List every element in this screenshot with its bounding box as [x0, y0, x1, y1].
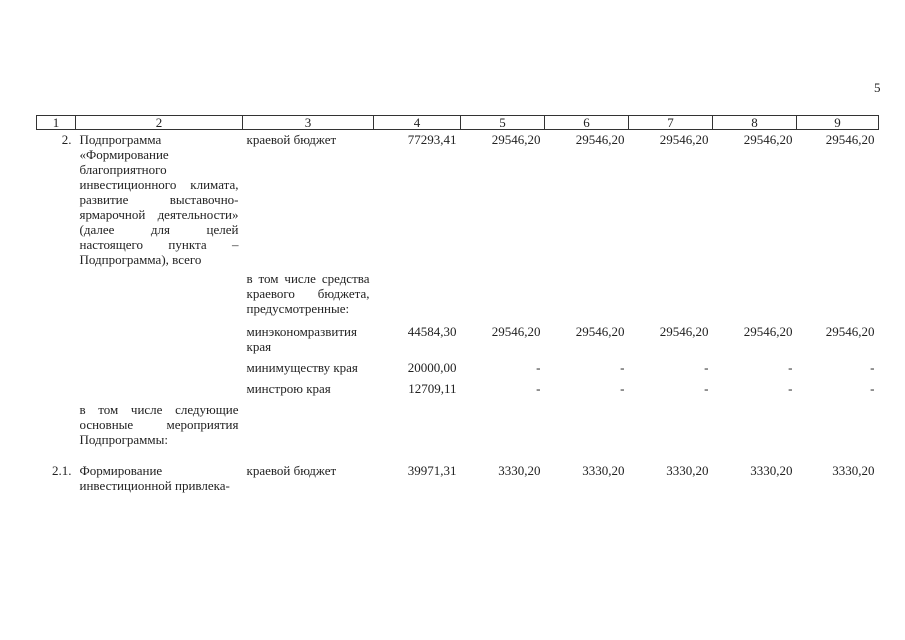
- row-source: в том числе средства краевого бюджета, предусмотренные:: [246, 271, 370, 316]
- value-cell: 3330,20: [832, 463, 875, 478]
- value-cell: -: [870, 381, 875, 396]
- value-cell: -: [704, 381, 709, 396]
- value-cell: 29546,20: [575, 132, 625, 147]
- row-name: Формирование инвестиционной привлека-: [79, 463, 230, 493]
- value-cell: [797, 402, 879, 455]
- value-cell: 3330,20: [582, 463, 625, 478]
- table-row: [37, 381, 879, 402]
- row-name: [76, 360, 243, 381]
- column-header: 6: [545, 116, 629, 130]
- value-cell: 29546,20: [743, 132, 793, 147]
- value-cell: [374, 271, 461, 324]
- value-cell: 12709,11: [408, 381, 457, 396]
- value-cell: -: [536, 381, 541, 396]
- value-cell: [797, 271, 879, 324]
- value-cell: -: [870, 360, 875, 375]
- row-number: [37, 402, 76, 455]
- row-name: [76, 271, 243, 324]
- table-row: [37, 271, 879, 324]
- row-source: минимуществу края: [246, 360, 358, 375]
- value-cell: -: [788, 381, 793, 396]
- value-cell: [713, 271, 797, 324]
- value-cell: -: [788, 360, 793, 375]
- row-name: в том числе следующие основные мероприятия Подпрограммы:: [79, 402, 239, 447]
- value-cell: [461, 402, 545, 455]
- value-cell: -: [620, 381, 625, 396]
- value-cell: [713, 402, 797, 455]
- value-cell: 29546,20: [659, 132, 709, 147]
- row-number: [37, 381, 76, 402]
- value-cell: 29546,20: [575, 324, 625, 339]
- column-header: 8: [713, 116, 797, 130]
- column-header: 7: [629, 116, 713, 130]
- row-number: [37, 324, 76, 360]
- column-header: 3: [243, 116, 374, 130]
- row-name: [76, 381, 243, 402]
- value-cell: [545, 402, 629, 455]
- header-row: [37, 116, 879, 130]
- value-cell: 29546,20: [491, 132, 541, 147]
- column-header: 9: [797, 116, 879, 130]
- value-cell: 29546,20: [491, 324, 541, 339]
- row-number: [37, 360, 76, 381]
- row-source: минстрою края: [246, 381, 331, 396]
- value-cell: [629, 271, 713, 324]
- column-header: 1: [37, 116, 76, 130]
- page-number: 5: [874, 80, 881, 95]
- table-row: [37, 324, 879, 360]
- row-source: [243, 402, 374, 455]
- table-row: [37, 360, 879, 381]
- value-cell: -: [620, 360, 625, 375]
- row-number: 2.: [61, 132, 72, 147]
- row-name: [76, 324, 243, 360]
- table-row: [37, 402, 879, 455]
- value-cell: 39971,31: [407, 463, 457, 478]
- column-header: 5: [461, 116, 545, 130]
- value-cell: 44584,30: [407, 324, 457, 339]
- value-cell: 3330,20: [498, 463, 541, 478]
- value-cell: 20000,00: [407, 360, 457, 375]
- value-cell: 29546,20: [825, 324, 875, 339]
- value-cell: 3330,20: [750, 463, 793, 478]
- value-cell: 29546,20: [825, 132, 875, 147]
- value-cell: [461, 271, 545, 324]
- value-cell: 3330,20: [666, 463, 709, 478]
- value-cell: [545, 271, 629, 324]
- row-name: Подпрограмма «Формирование благоприятного инвестиционного климата, развитие выставочно-ярмарочной деятельности» (далее для целей настоящего пункта – Подпрограмма), всего: [79, 132, 239, 267]
- column-header: 2: [76, 116, 243, 130]
- value-cell: [629, 402, 713, 455]
- row-number: 2.1.: [52, 463, 72, 478]
- column-header: 4: [374, 116, 461, 130]
- value-cell: 29546,20: [659, 324, 709, 339]
- value-cell: -: [704, 360, 709, 375]
- table-row: [37, 455, 879, 493]
- value-cell: [374, 402, 461, 455]
- value-cell: 29546,20: [743, 324, 793, 339]
- row-source: краевой бюджет: [246, 132, 337, 147]
- table-row: [37, 130, 879, 272]
- row-source: минэкономразвития края: [246, 324, 357, 354]
- value-cell: 77293,41: [407, 132, 457, 147]
- budget-table: [36, 115, 879, 493]
- value-cell: -: [536, 360, 541, 375]
- row-number: [37, 271, 76, 324]
- row-source: краевой бюджет: [246, 463, 337, 478]
